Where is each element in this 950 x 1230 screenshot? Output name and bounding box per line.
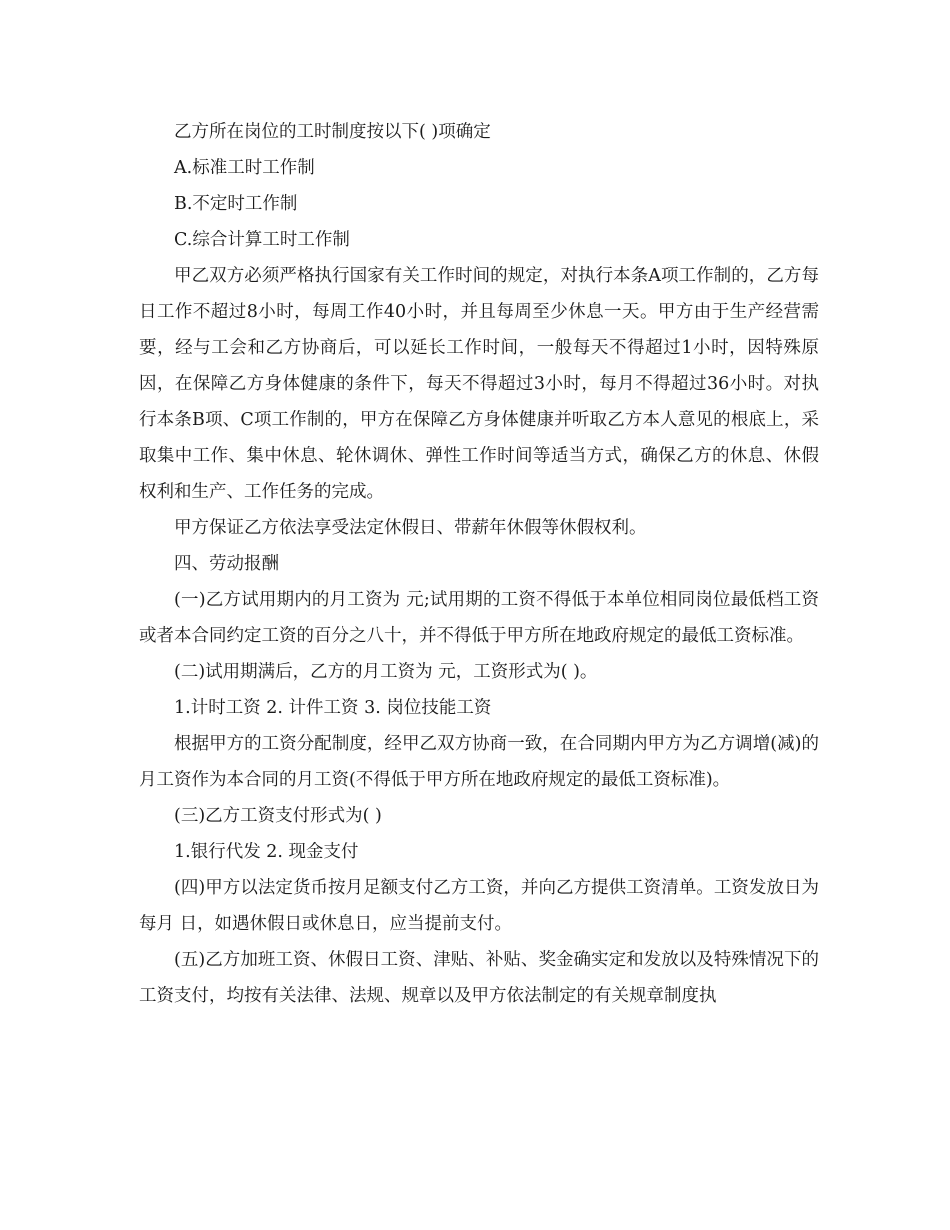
wage-form-options: 1.计时工资 2. 计件工资 3. 岗位技能工资	[174, 698, 492, 718]
payment-method-options: 1.银行代发 2. 现金支付	[174, 842, 359, 862]
paragraph-working-time-rules: 甲乙双方必须严格执行国家有关工作时间的规定，对执行本条A项工作制的，乙方每日工作不超过8小时，每周工作40小时，并且每周至少休息一天。甲方由于生产经营需要，经与工会和乙方协商后，可以延长工作时间，一般每天不得超过1小时，因特殊原因，在保障乙方身体健康的条件下，每天不得超过3小时，每月不得超过36小时。对执行本条B项、C项工作制的，甲方在保障乙方身体健康并听取乙方本人意见的根底上，采取集中工作、集中休息、轮休调休、弹性工作时间等适当方式，确保乙方的休息、休假权利和生产、工作任务的完成。	[139, 266, 819, 502]
paragraph-probation-wage: (一)乙方试用期内的月工资为 元;试用期的工资不得低于本单位相同岗位最低档工资或者本合同约定工资的百分之八十，并不得低于甲方所在地政府规定的最低工资标准。	[139, 590, 819, 646]
option-b-flexible-hours: B.不定时工作制	[174, 194, 298, 214]
section-heading-remuneration: 四、劳动报酬	[174, 554, 279, 574]
option-c-comprehensive-hours: C.综合计算工时工作制	[174, 230, 350, 250]
option-a-standard-hours: A.标准工时工作制	[174, 158, 315, 178]
paragraph-holiday-rights: 甲方保证乙方依法享受法定休假日、带薪年休假等休假权利。	[174, 518, 647, 538]
paragraph-post-probation-wage: (二)试用期满后，乙方的月工资为 元，工资形式为( )。	[174, 662, 598, 682]
paragraph-payment-method: (三)乙方工资支付形式为( )	[174, 806, 382, 826]
paragraph-wage-adjustment: 根据甲方的工资分配制度，经甲乙双方协商一致，在合同期内甲方为乙方调增(减)的月工资作为本合同的月工资(不得低于甲方所在地政府规定的最低工资标准)。	[139, 734, 819, 790]
paragraph-work-hours-system: 乙方所在岗位的工时制度按以下( )项确定	[174, 122, 491, 142]
document-body	[139, 114, 819, 1014]
paragraph-payment-schedule: (四)甲方以法定货币按月足额支付乙方工资，并向乙方提供工资清单。工资发放日为每月 日，如遇休假日或休息日，应当提前支付。	[139, 878, 819, 934]
paragraph-overtime-pay: (五)乙方加班工资、休假日工资、津贴、补贴、奖金确实定和发放以及特殊情况下的工资支付，均按有关法律、法规、规章以及甲方依法制定的有关规章制度执	[139, 950, 819, 1006]
